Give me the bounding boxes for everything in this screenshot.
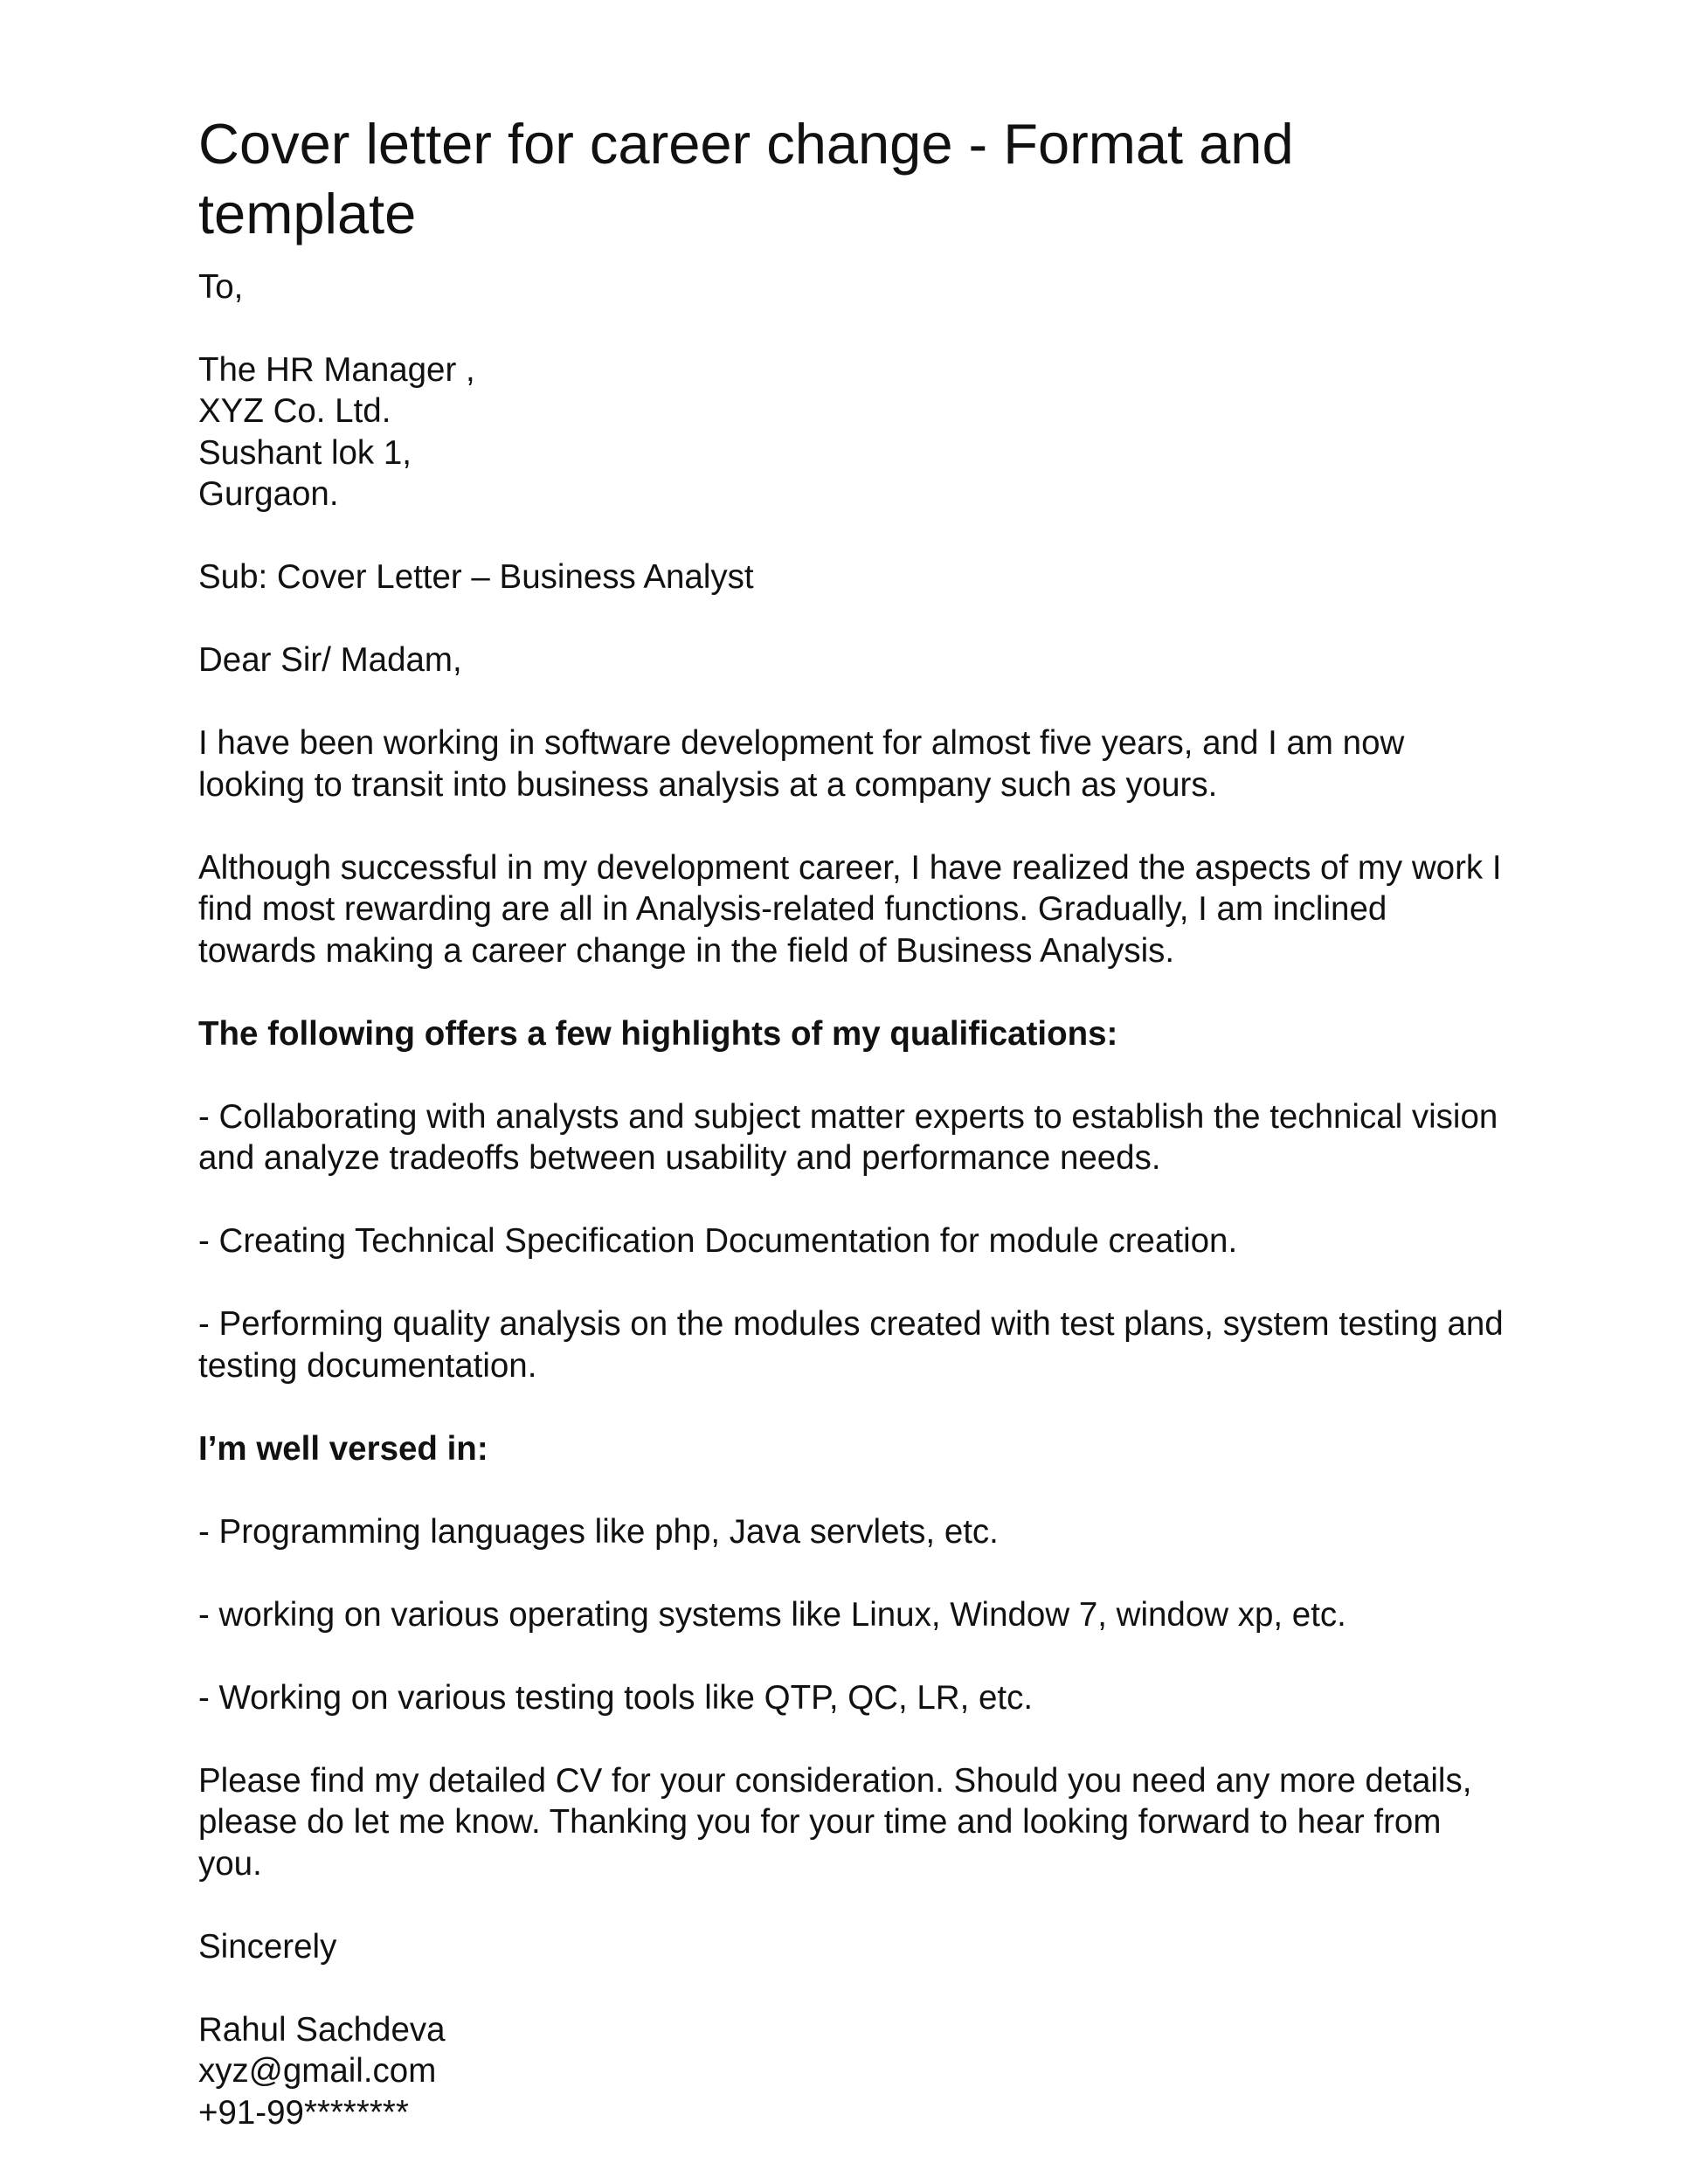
- text-line: - Performing quality analysis on the modules created with test plans, system testing and: [198, 1305, 1504, 1343]
- subject-line: [198, 556, 1509, 598]
- text-line: Sub: Cover Letter – Business Analyst: [198, 558, 754, 596]
- text-line: please do let me know. Thanking you for your time and looking forward to hear from: [198, 1803, 1442, 1841]
- closing-paragraph: [198, 1760, 1509, 1885]
- text-line: The HR Manager ,: [198, 350, 475, 389]
- text-line: To,: [198, 267, 244, 306]
- text-line: +91-99********: [198, 2093, 409, 2132]
- text-line: Although successful in my development career, I have realized the aspects of my work I: [198, 848, 1502, 887]
- text-line: and analyze tradeoffs between usability and performance needs.: [198, 1139, 1161, 1177]
- page-title-line-1: Cover letter for career change - Format and: [198, 112, 1294, 176]
- recipient-address: [198, 349, 1509, 515]
- text-line: Please find my detailed CV for your consideration. Should you need any more details,: [198, 1761, 1472, 1800]
- text-line: I have been working in software development for almost five years, and I am now: [198, 724, 1405, 762]
- text-line: XYZ Co. Ltd.: [198, 392, 391, 430]
- text-line: - Collaborating with analysts and subject matter experts to establish the technical vision: [198, 1097, 1498, 1136]
- text-line: - Programming languages like php, Java servlets, etc.: [198, 1512, 999, 1551]
- text-line: xyz@gmail.com: [198, 2052, 437, 2090]
- page-title-line-2: template: [198, 182, 417, 245]
- sign-off: [198, 1926, 1509, 1968]
- bullet-operating-systems: [198, 1594, 1509, 1636]
- text-line: The following offers a few highlights of my qualifications:: [198, 1014, 1118, 1053]
- text-line: Dear Sir/ Madam,: [198, 641, 462, 679]
- text-line: looking to transit into business analysis at a company such as yours.: [198, 765, 1218, 804]
- intro-paragraph: [198, 722, 1509, 805]
- bullet-creating-documentation: [198, 1220, 1509, 1262]
- text-line: - working on various operating systems like Linux, Window 7, window xp, etc.: [198, 1595, 1346, 1634]
- bullet-collaborating: [198, 1096, 1509, 1179]
- signature-block: [198, 2009, 1509, 2134]
- bullet-testing-tools: [198, 1677, 1509, 1719]
- salutation: [198, 639, 1509, 681]
- letter-body: [198, 266, 1509, 2134]
- skills-heading: [198, 1428, 1509, 1470]
- page-title: [198, 109, 1509, 249]
- text-line: Sushant lok 1,: [198, 433, 412, 472]
- bullet-quality-analysis: [198, 1303, 1509, 1386]
- text-line: towards making a career change in the field of Business Analysis.: [198, 931, 1175, 970]
- text-line: - Creating Technical Specification Documentation for module creation.: [198, 1222, 1238, 1260]
- text-line: testing documentation.: [198, 1346, 537, 1385]
- text-line: Gurgaon.: [198, 475, 339, 513]
- text-line: Rahul Sachdeva: [198, 2010, 446, 2049]
- text-line: Sincerely: [198, 1927, 337, 1966]
- career-change-paragraph: [198, 847, 1509, 972]
- qualifications-heading: [198, 1013, 1509, 1055]
- text-line: I’m well versed in:: [198, 1429, 488, 1468]
- text-line: you.: [198, 1844, 262, 1883]
- text-line: find most rewarding are all in Analysis-related functions. Gradually, I am inclined: [198, 890, 1387, 928]
- bullet-programming-languages: [198, 1511, 1509, 1553]
- text-line: - Working on various testing tools like QTP, QC, LR, etc.: [198, 1678, 1034, 1717]
- addressee-label: [198, 266, 1509, 308]
